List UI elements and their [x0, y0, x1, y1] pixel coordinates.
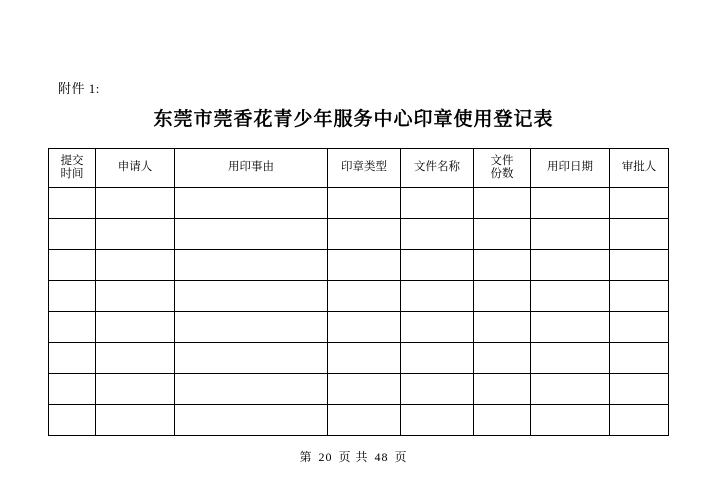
table-header-row [49, 149, 669, 188]
table-header-line-2: 份数 [490, 168, 514, 180]
page-footer [0, 448, 707, 465]
table-row [49, 312, 669, 343]
table-cell[interactable] [96, 250, 175, 281]
table-cell[interactable] [610, 405, 669, 436]
table-row [49, 374, 669, 405]
table-cell[interactable] [328, 405, 401, 436]
table-cell[interactable] [401, 343, 474, 374]
table-cell[interactable] [96, 188, 175, 219]
table-cell[interactable] [401, 405, 474, 436]
table-cell[interactable] [401, 250, 474, 281]
table-header-cell-approver [610, 149, 669, 188]
table-header-line-1: 用印日期 [547, 161, 593, 174]
footer-suffix: 页 [394, 450, 408, 464]
table-cell[interactable] [474, 281, 531, 312]
table-header-line-1: 用印事由 [228, 161, 274, 174]
table-cell[interactable] [49, 312, 96, 343]
table-header-line-1: 申请人 [117, 161, 153, 174]
table-cell[interactable] [96, 312, 175, 343]
table-cell[interactable] [328, 188, 401, 219]
table-body [49, 188, 669, 436]
table-cell[interactable] [49, 374, 96, 405]
table-cell[interactable] [531, 250, 610, 281]
table-header-line-1: 文件 [490, 154, 514, 167]
table-cell[interactable] [175, 343, 328, 374]
table-cell[interactable] [96, 281, 175, 312]
table-cell[interactable] [96, 219, 175, 250]
table-cell[interactable] [531, 374, 610, 405]
table-header [49, 149, 669, 188]
table-cell[interactable] [96, 405, 175, 436]
table-cell[interactable] [175, 312, 328, 343]
table-cell[interactable] [175, 188, 328, 219]
table-cell[interactable] [610, 219, 669, 250]
footer-prefix: 第 [299, 450, 313, 464]
table-cell[interactable] [531, 188, 610, 219]
table-cell[interactable] [401, 281, 474, 312]
table-row [49, 250, 669, 281]
seal-usage-table [48, 148, 669, 436]
table-header-line-1: 提交 [60, 154, 84, 167]
table-header-cell-seal-type [328, 149, 401, 188]
footer-current-page: 20 [318, 450, 333, 464]
table-header-line-1: 印章类型 [341, 161, 387, 174]
table-cell[interactable] [175, 405, 328, 436]
table-cell[interactable] [175, 250, 328, 281]
table-cell[interactable] [328, 312, 401, 343]
table-cell[interactable] [49, 219, 96, 250]
table-header-cell-applicant [96, 149, 175, 188]
table-cell[interactable] [328, 219, 401, 250]
table-row [49, 281, 669, 312]
footer-total-pages: 48 [374, 450, 389, 464]
table-cell[interactable] [96, 343, 175, 374]
table-cell[interactable] [474, 250, 531, 281]
table-cell[interactable] [610, 281, 669, 312]
table-row [49, 188, 669, 219]
table-header-cell-document-copies [474, 149, 531, 188]
table-cell[interactable] [401, 374, 474, 405]
table-header-line-2: 时间 [60, 168, 84, 180]
table-cell[interactable] [610, 250, 669, 281]
table-cell[interactable] [531, 312, 610, 343]
table-cell[interactable] [474, 188, 531, 219]
table-row [49, 343, 669, 374]
table-cell[interactable] [474, 374, 531, 405]
table-header-cell-document-name [401, 149, 474, 188]
seal-usage-table-wrapper [48, 148, 660, 436]
table-header-cell-submit-time [49, 149, 96, 188]
footer-middle: 页 共 [338, 450, 369, 464]
table-cell[interactable] [474, 343, 531, 374]
table-header-line-1: 文件名称 [414, 161, 460, 174]
table-cell[interactable] [531, 343, 610, 374]
table-cell[interactable] [49, 188, 96, 219]
table-cell[interactable] [610, 374, 669, 405]
table-cell[interactable] [531, 405, 610, 436]
table-cell[interactable] [531, 219, 610, 250]
table-cell[interactable] [49, 250, 96, 281]
table-cell[interactable] [474, 405, 531, 436]
table-header-cell-seal-date [531, 149, 610, 188]
page-title: 东莞市莞香花青少年服务中心印章使用登记表 [153, 109, 554, 130]
table-cell[interactable] [610, 312, 669, 343]
table-cell[interactable] [401, 219, 474, 250]
table-cell[interactable] [49, 281, 96, 312]
table-cell[interactable] [610, 188, 669, 219]
table-cell[interactable] [49, 405, 96, 436]
table-cell[interactable] [175, 219, 328, 250]
table-cell[interactable] [610, 343, 669, 374]
table-cell[interactable] [328, 374, 401, 405]
table-row [49, 219, 669, 250]
table-cell[interactable] [328, 281, 401, 312]
table-header-cell-reason [175, 149, 328, 188]
table-cell[interactable] [96, 374, 175, 405]
attachment-label: 附件 1: [58, 81, 100, 96]
table-header-line-1: 审批人 [621, 161, 657, 174]
table-cell[interactable] [474, 219, 531, 250]
table-cell[interactable] [401, 188, 474, 219]
table-cell[interactable] [328, 343, 401, 374]
table-cell[interactable] [175, 374, 328, 405]
table-cell[interactable] [474, 312, 531, 343]
table-row [49, 405, 669, 436]
table-cell[interactable] [328, 250, 401, 281]
table-cell[interactable] [175, 281, 328, 312]
table-cell[interactable] [531, 281, 610, 312]
table-cell[interactable] [49, 343, 96, 374]
table-cell[interactable] [401, 312, 474, 343]
